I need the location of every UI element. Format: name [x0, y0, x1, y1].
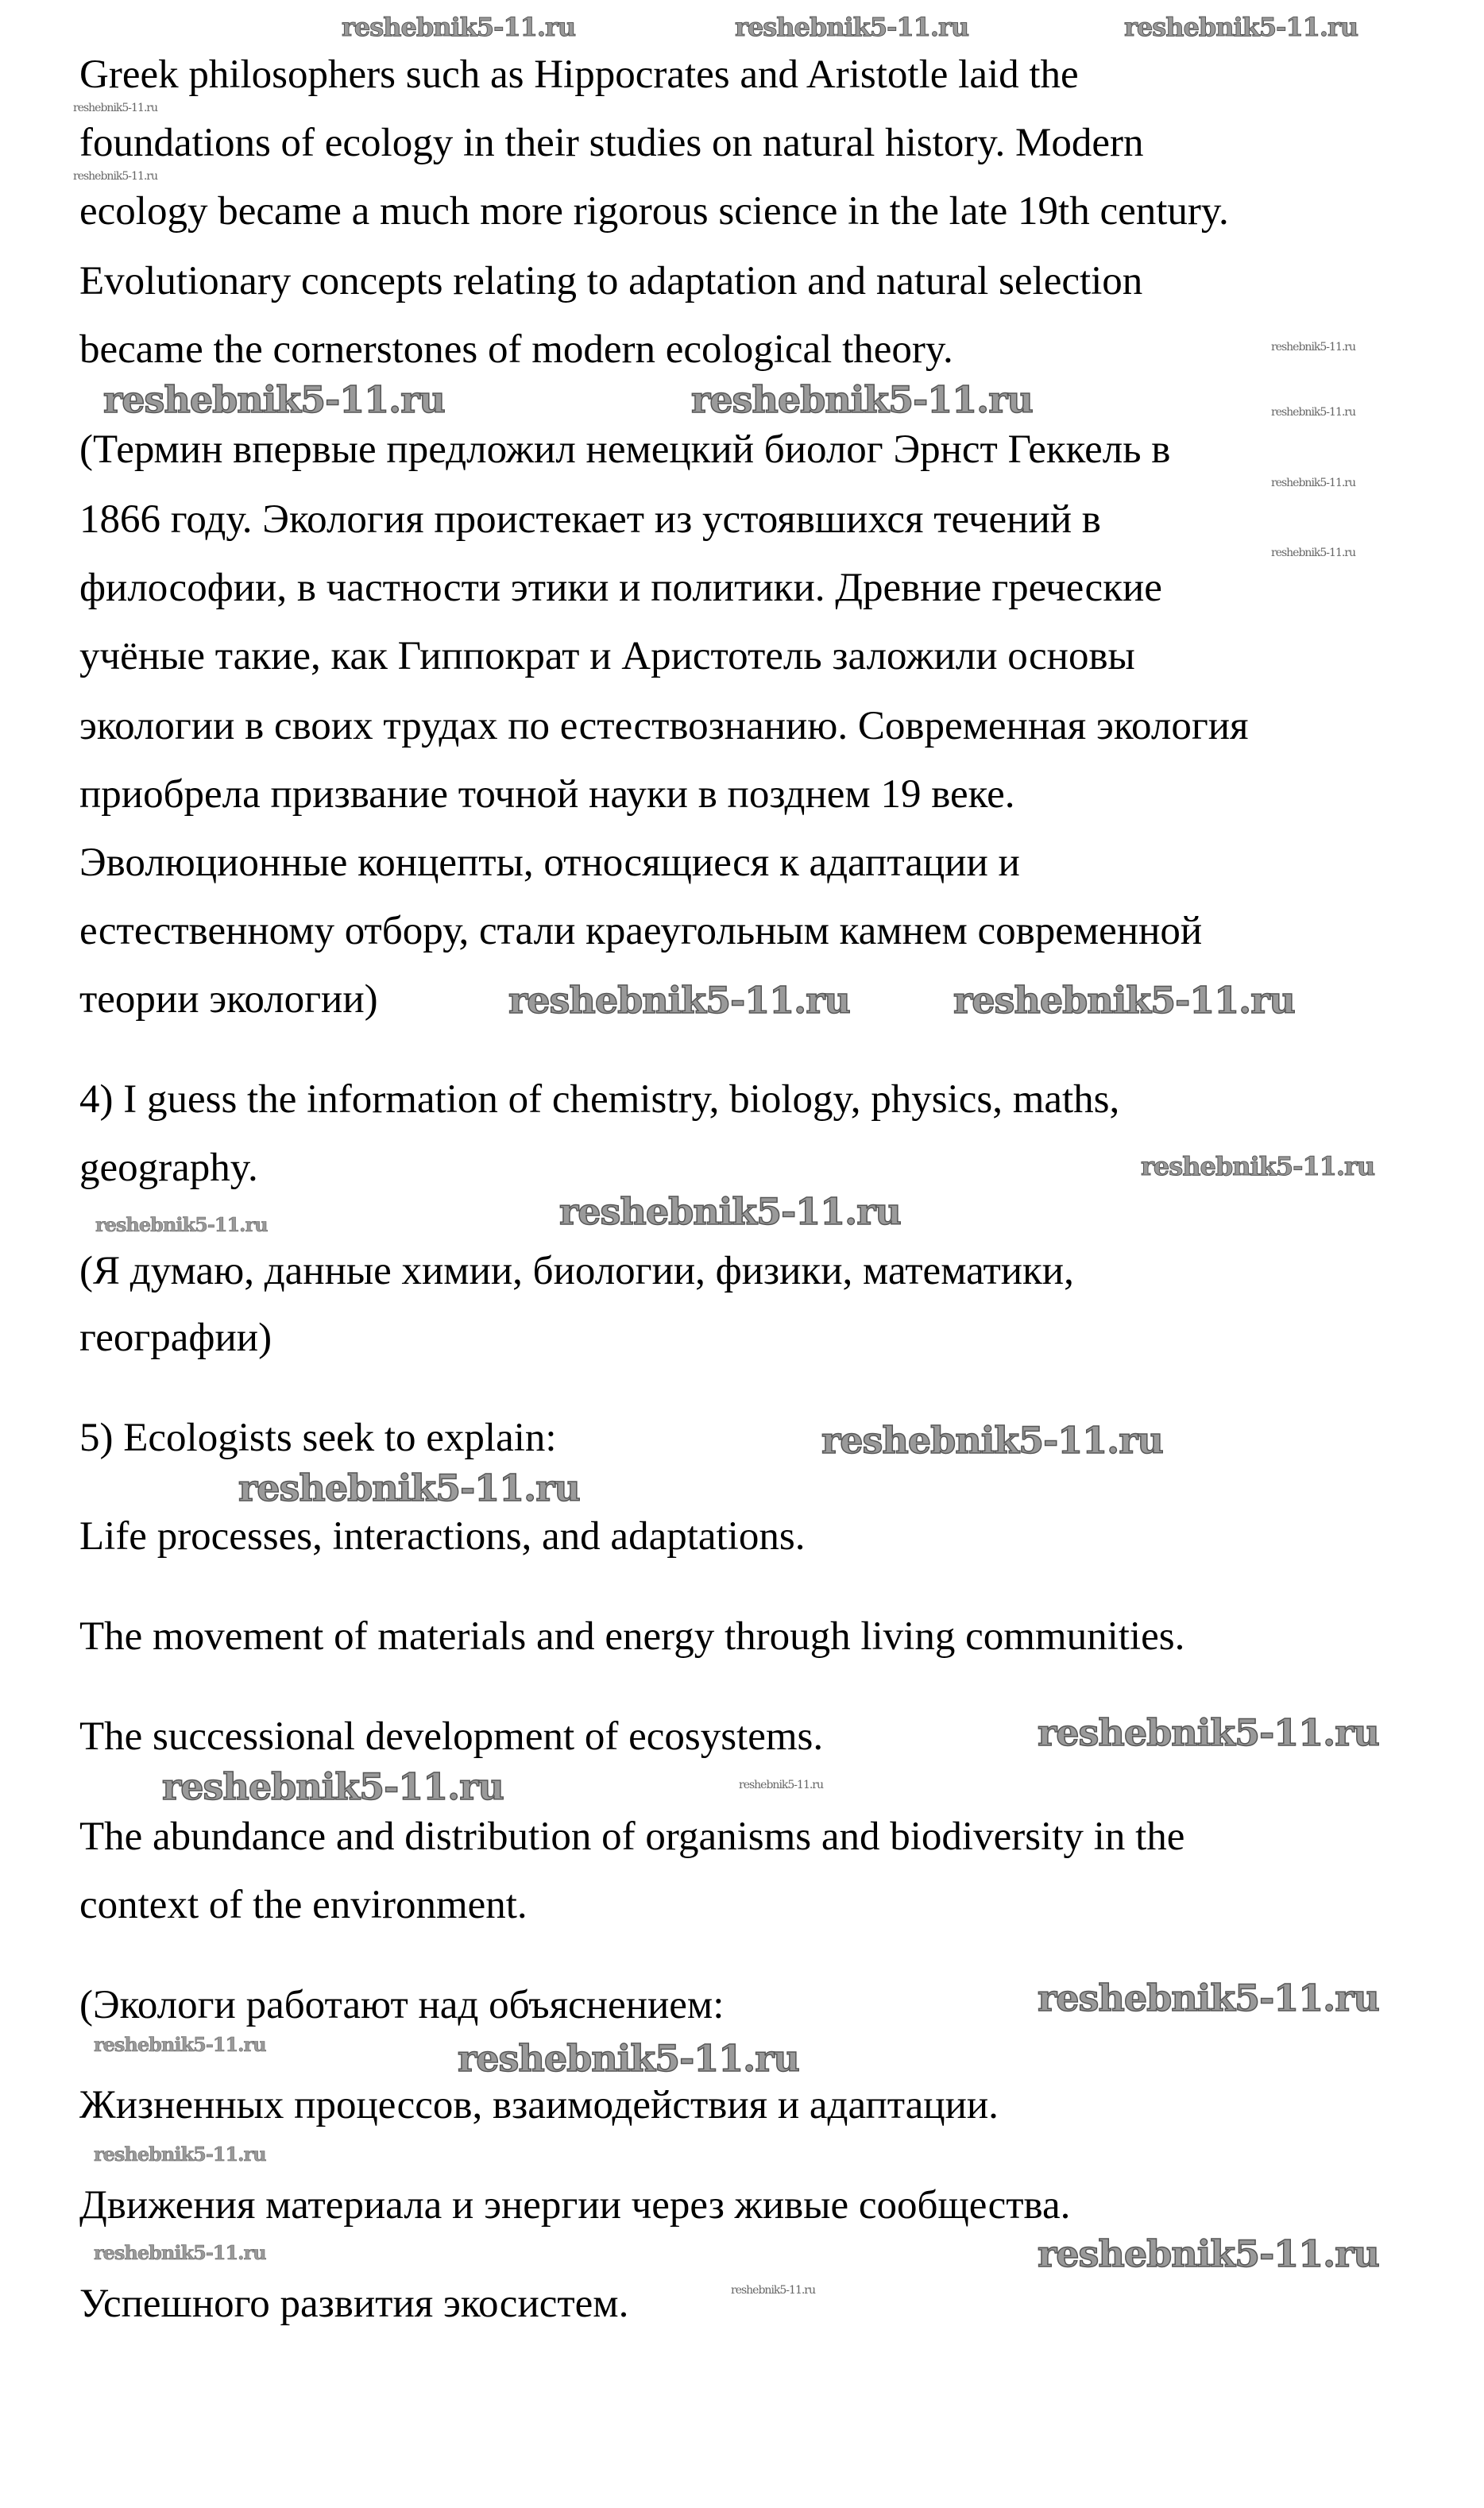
text-line: Жизненных процессов, взаимодействия и адаптации.: [79, 2083, 999, 2127]
watermark: reshebnik5-11.ru: [739, 1779, 824, 1791]
watermark: reshebnik5-11.ru: [1141, 1151, 1375, 1181]
text-line: foundations of ecology in their studies on natural history. Modern: [79, 121, 1144, 165]
watermark: reshebnik5-11.ru: [94, 2143, 266, 2166]
text-line: Greek philosophers such as Hippocrates and Aristotle laid the: [79, 52, 1079, 97]
watermark: reshebnik5-11.ru: [508, 979, 850, 1022]
text-line: The successional development of ecosystems.: [79, 1714, 824, 1759]
text-line: 1866 году. Экология проистекает из устоявшихся течений в: [79, 497, 1101, 542]
watermark: reshebnik5-11.ru: [95, 1213, 268, 1236]
watermark: reshebnik5-11.ru: [1271, 406, 1356, 419]
text-line: Эволюционные концепты, относящиеся к адаптации и: [79, 841, 1020, 885]
text-line: философии, в частности этики и политики. Древние греческие: [79, 566, 1162, 610]
watermark: reshebnik5-11.ru: [1271, 547, 1356, 559]
watermark: reshebnik5-11.ru: [73, 170, 158, 183]
watermark: reshebnik5-11.ru: [821, 1419, 1163, 1462]
text-line: учёные такие, как Гиппократ и Аристотель заложили основы: [79, 634, 1135, 678]
watermark: reshebnik5-11.ru: [342, 12, 576, 42]
text-line: (Я думаю, данные химии, биологии, физики, математики,: [79, 1249, 1074, 1293]
watermark: reshebnik5-11.ru: [1038, 1711, 1379, 1754]
watermark: reshebnik5-11.ru: [458, 2037, 799, 2080]
watermark: reshebnik5-11.ru: [691, 378, 1033, 421]
watermark: reshebnik5-11.ru: [1271, 341, 1356, 354]
text-line: Успешного развития экосистем.: [79, 2282, 629, 2326]
watermark: reshebnik5-11.ru: [953, 979, 1295, 1022]
text-line: географии): [79, 1316, 272, 1360]
text-line: (Экологи работают над объяснением:: [79, 1983, 725, 2027]
text-line: The movement of materials and energy through living communities.: [79, 1614, 1185, 1659]
text-line: ecology became a much more rigorous science in the late 19th century.: [79, 189, 1229, 234]
text-line: Evolutionary concepts relating to adaptation and natural selection: [79, 259, 1143, 303]
text-line: приобрела призвание точной науки в позднем 19 веке.: [79, 772, 1015, 817]
watermark: reshebnik5-11.ru: [731, 2284, 816, 2297]
text-line: context of the environment.: [79, 1883, 528, 1927]
watermark: reshebnik5-11.ru: [73, 102, 158, 114]
watermark: reshebnik5-11.ru: [735, 12, 969, 42]
watermark: reshebnik5-11.ru: [94, 2241, 266, 2264]
watermark: reshebnik5-11.ru: [238, 1467, 580, 1509]
text-line: 5) Ecologists seek to explain:: [79, 1416, 557, 1460]
text-line: The abundance and distribution of organisms and biodiversity in the: [79, 1814, 1185, 1859]
watermark: reshebnik5-11.ru: [1038, 1977, 1379, 2019]
text-line: теории экологии): [79, 977, 378, 1022]
watermark: reshebnik5-11.ru: [103, 378, 445, 421]
watermark: reshebnik5-11.ru: [162, 1765, 504, 1808]
text-line: экологии в своих трудах по естествознанию. Современная экология: [79, 704, 1249, 748]
text-line: (Термин впервые предложил немецкий биолог Эрнст Геккель в: [79, 427, 1171, 472]
watermark: reshebnik5-11.ru: [1038, 2232, 1379, 2275]
text-line: became the cornerstones of modern ecological theory.: [79, 327, 953, 372]
watermark: reshebnik5-11.ru: [1124, 12, 1358, 42]
text-line: Life processes, interactions, and adaptations.: [79, 1514, 806, 1559]
text-line: естественному отбору, стали краеугольным камнем современной: [79, 909, 1203, 953]
watermark: reshebnik5-11.ru: [94, 2033, 266, 2056]
text-line: Движения материала и энергии через живые сообщества.: [79, 2183, 1071, 2228]
watermark: reshebnik5-11.ru: [559, 1190, 901, 1233]
text-line: 4) I guess the information of chemistry, biology, physics, maths,: [79, 1077, 1120, 1122]
text-line: geography.: [79, 1146, 258, 1190]
watermark: reshebnik5-11.ru: [1271, 477, 1356, 489]
